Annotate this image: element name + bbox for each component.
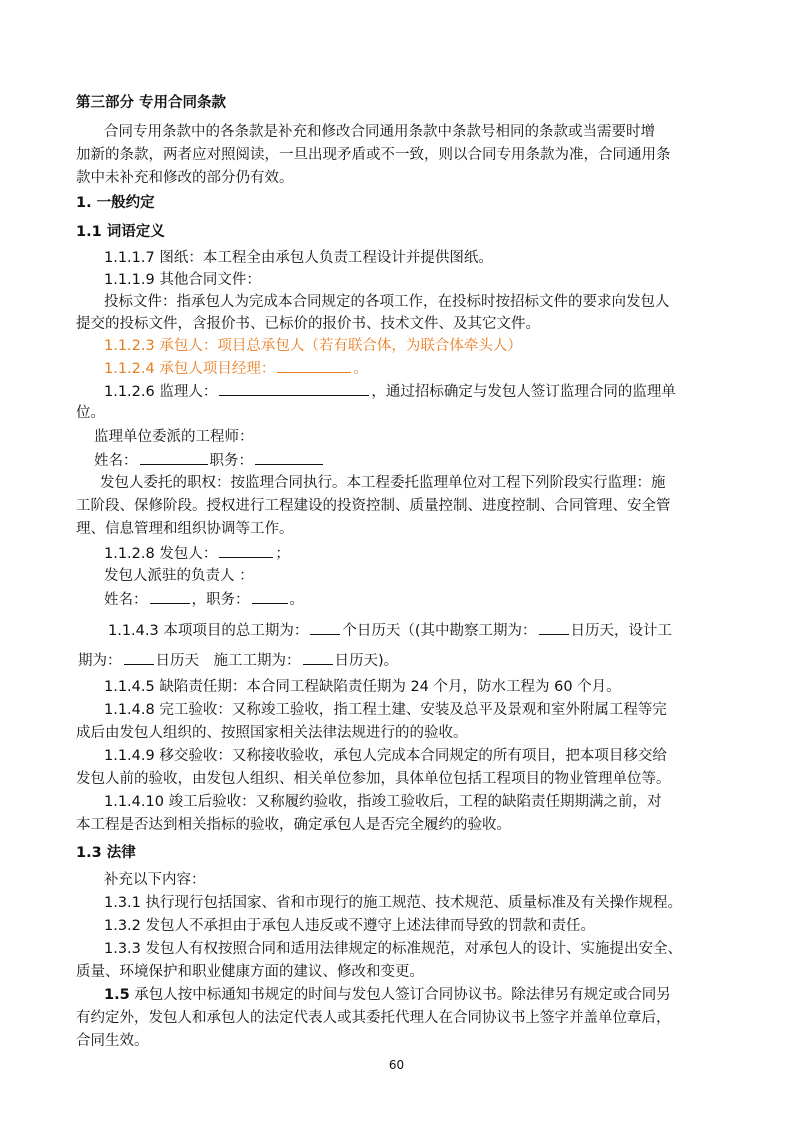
clause-132: 1.3.2 发包人不承担由于承包人违反或不遵守上述法律而导致的罚款和责任。 <box>104 918 596 934</box>
clause-11410-line-1: 1.1.4.10 竣工后验收：又称履约验收，指竣工验收后，工程的缺陷责任期期满之前，对 <box>104 794 662 810</box>
clause-1126-text: ，通过招标确定与发包人签订监理合同的监理单 <box>371 384 676 400</box>
clause-1126 <box>104 381 676 402</box>
intro-line-3: 款中未补充和修改的部分仍有效。 <box>76 170 294 186</box>
survey-duration-blank <box>539 620 569 635</box>
clause-1149-line-1: 1.1.4.9 移交验收：又称接收验收，承包人完成本合同规定的所有项目，把本项目移交给 <box>104 748 667 764</box>
clause-1128-label: 1.1.2.8 发包人： <box>104 546 218 562</box>
clause-1143-end: 日历天)。 <box>334 653 399 669</box>
auth-line-1: 发包人委托的职权：按监理合同执行。本工程委托监理单位对工程下列阶段实行监理：施 <box>100 475 666 491</box>
design-period-label: 期为： <box>78 653 122 669</box>
clause-131: 1.3.1 执行现行包括国家、省和市现行的施工规范、技术规范、质量标准及有关操作规程。 <box>104 895 682 911</box>
employer-rep-label: 发包人派驻的负责人 ： <box>104 568 254 584</box>
part-heading: 第三部分 专用合同条款 <box>76 95 227 111</box>
employer-rep-name-position <box>104 589 304 610</box>
name-label-2: 姓名： <box>104 592 148 608</box>
position-label: 职务： <box>209 453 253 469</box>
clause-1124-label: 1.1.2.4 承包人项目经理： <box>104 361 276 377</box>
clause-1119: 1.1.1.9 其他合同文件： <box>104 272 261 288</box>
intro-line-2: 加新的条款，两者应对照阅读，一旦出现矛盾或不一致，则以合同专用条款为准，合同通用条 <box>76 147 671 163</box>
construction-duration-blank <box>303 650 333 665</box>
section-1-3-heading: 1.3 法律 <box>76 845 136 861</box>
intro-line-1: 合同专用条款中的各条款是补充和修改合同通用条款中条款号相同的条款或当需要时增 <box>104 124 655 140</box>
rep-end: 。 <box>289 592 304 608</box>
supervisor-blank <box>219 381 369 396</box>
total-duration-blank <box>310 620 340 635</box>
clause-15-line-1 <box>104 985 671 1005</box>
clause-1143-cont <box>78 650 398 671</box>
clause-133-line-2: 质量、环境保护和职业健康方面的建议、修改和变更。 <box>76 964 424 980</box>
clause-1148-line-2: 成后由发包人组织的、按照国家相关法律法规进行的的验收。 <box>76 725 468 741</box>
clause-1143-survey: 个日历天（(其中勘察工期为： <box>342 623 537 639</box>
clause-1123: 1.1.2.3 承包人：项目总承包人（若有联合体，为联合体牵头人） <box>104 338 522 354</box>
clause-15-line-3: 合同生效。 <box>76 1033 149 1049</box>
position-label-2: ，职务： <box>191 592 250 608</box>
auth-line-2: 工阶段、保修阶段。授权进行工程建设的投资控制、质量控制、进度控制、合同管理、安全管 <box>76 498 671 514</box>
design-duration-blank <box>124 650 154 665</box>
engineer-name-position <box>94 450 325 471</box>
project-manager-blank <box>277 358 351 373</box>
name-label: 姓名： <box>94 453 138 469</box>
auth-line-3: 理、信息管理和组织协调等工作。 <box>76 521 294 537</box>
clause-11410-line-2: 本工程是否达到相关指标的验收，确定承包人是否完全履约的验收。 <box>76 817 511 833</box>
construction-period-label: 日历天 施工工期为： <box>155 653 301 669</box>
section-1-1-heading: 1.1 词语定义 <box>76 224 165 240</box>
clause-1143-design: 日历天，设计工 <box>570 623 672 639</box>
rep-position-blank <box>252 589 288 604</box>
clause-1126-label: 1.1.2.6 监理人： <box>104 384 218 400</box>
clause-1124 <box>104 358 368 379</box>
clause-1124-end: 。 <box>353 361 368 377</box>
clause-1128 <box>104 543 290 564</box>
clause-133-line-1: 1.3.3 发包人有权按照合同和适用法律规定的标准规范，对承包人的设计、实施提出安全、 <box>104 941 682 957</box>
clause-1143 <box>108 620 672 641</box>
employer-blank <box>219 543 273 558</box>
bid-docs-line-1: 投标文件：指承包人为完成本合同规定的各项工作，在投标时按招标文件的要求向发包人 <box>104 294 670 310</box>
clause-1143-label: 1.1.4.3 本项项目的总工期为： <box>108 623 309 639</box>
supervisor-engineer-label: 监理单位委派的工程师： <box>94 429 254 445</box>
clause-1128-end: ； <box>275 546 290 562</box>
engineer-position-blank <box>255 450 323 465</box>
clause-15-line-2: 有约定外，发包人和承包人的法定代表人或其委托代理人在合同协议书上签字并盖单位章后， <box>76 1010 671 1026</box>
bid-docs-line-2: 提交的投标文件，含报价书、已标价的报价书、技术文件、及其它文件。 <box>76 316 540 332</box>
engineer-name-blank <box>140 450 208 465</box>
clause-1148-line-1: 1.1.4.8 完工验收：又称竣工验收，指工程土建、安装及总平及景观和室外附属工程等完 <box>104 702 667 718</box>
section-1-heading: 1. 一般约定 <box>76 195 155 211</box>
page-number: 60 <box>388 1058 405 1072</box>
clause-1126-cont: 位。 <box>76 405 105 421</box>
clause-15-text: 承包人按中标通知书规定的时间与发包人签订合同协议书。除法律另有规定或合同另 <box>129 987 671 1003</box>
clause-15-number: 1.5 <box>104 987 130 1003</box>
clause-1149-line-2: 发包人前的验收，由发包人组织、相关单位参加，具体单位包括工程项目的物业管理单位等。 <box>76 771 671 787</box>
rep-name-blank <box>150 589 190 604</box>
clause-1145: 1.1.4.5 缺陷责任期：本合同工程缺陷责任期为 24 个月，防水工程为 60 个月。 <box>104 679 621 695</box>
clause-1117: 1.1.1.7 图纸：本工程全由承包人负责工程设计并提供图纸。 <box>104 250 493 266</box>
supplement-label: 补充以下内容： <box>104 872 206 888</box>
